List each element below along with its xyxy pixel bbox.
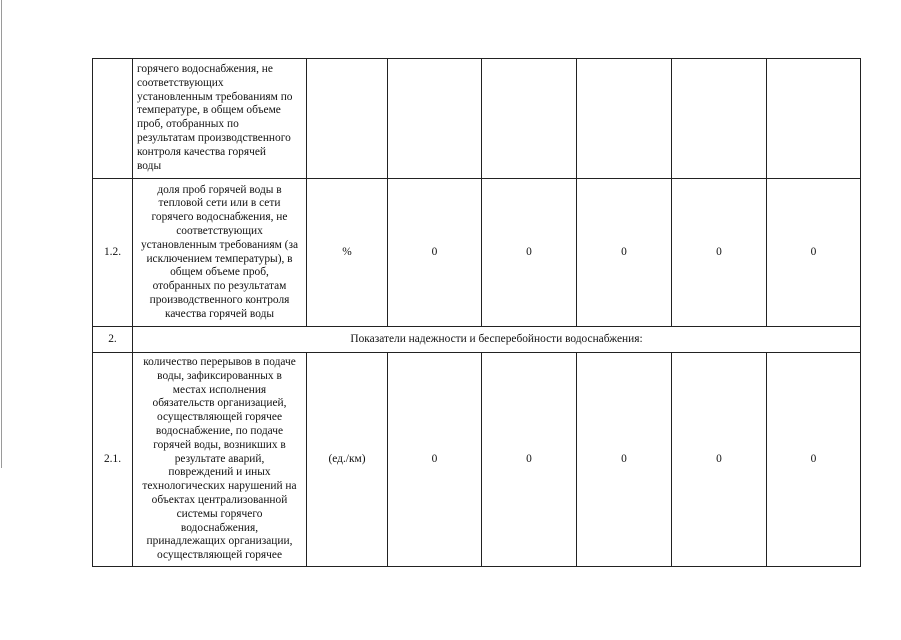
value-cell: 0	[388, 179, 482, 327]
table-row	[93, 59, 861, 179]
value-cell: 0	[767, 179, 861, 327]
value-cell	[388, 59, 482, 179]
table-row	[93, 353, 861, 567]
value-cell: 0	[672, 353, 767, 567]
value-cell: 0	[672, 179, 767, 327]
indicator-description: доля проб горячей воды в тепловой сети или в сети горячего водоснабжения, не соответствующих установленным требованиям (за исключением температуры), в общем объеме проб, отобранных по результатам производственного контроля качества горячей воды	[133, 179, 307, 327]
value-cell: 0	[482, 179, 577, 327]
value-cell	[482, 59, 577, 179]
section-row	[93, 327, 861, 353]
value-cell: 0	[577, 179, 672, 327]
value-cell	[767, 59, 861, 179]
value-cell: 0	[577, 353, 672, 567]
row-number: 2.	[93, 327, 133, 353]
value-cell	[577, 59, 672, 179]
unit-cell: (ед./км)	[307, 353, 388, 567]
value-cell	[672, 59, 767, 179]
section-heading: Показатели надежности и бесперебойности водоснабжения:	[133, 327, 861, 353]
unit-cell: %	[307, 179, 388, 327]
row-number: 1.2.	[93, 179, 133, 327]
row-number: 2.1.	[93, 353, 133, 567]
unit-cell	[307, 59, 388, 179]
table-row	[93, 179, 861, 327]
value-cell: 0	[767, 353, 861, 567]
row-number	[93, 59, 133, 179]
value-cell: 0	[482, 353, 577, 567]
indicator-description: количество перерывов в подаче воды, зафиксированных в местах исполнения обязательств организацией, осуществляющей горячее водоснабжение, по подаче горячей воды, возникших в результате аварий, повреждений и иных технологических нарушений на объектах централизованной системы горячего водоснабжения, принадлежащих организации, осуществляющей горячее	[133, 353, 307, 567]
indicators-table	[92, 58, 861, 567]
indicator-description: горячего водоснабжения, не соответствующих установленным требованиям по температуре, в общем объеме проб, отобранных по результатам производственного контроля качества горячей воды	[133, 59, 307, 179]
page-edge-rule	[1, 0, 2, 468]
value-cell: 0	[388, 353, 482, 567]
